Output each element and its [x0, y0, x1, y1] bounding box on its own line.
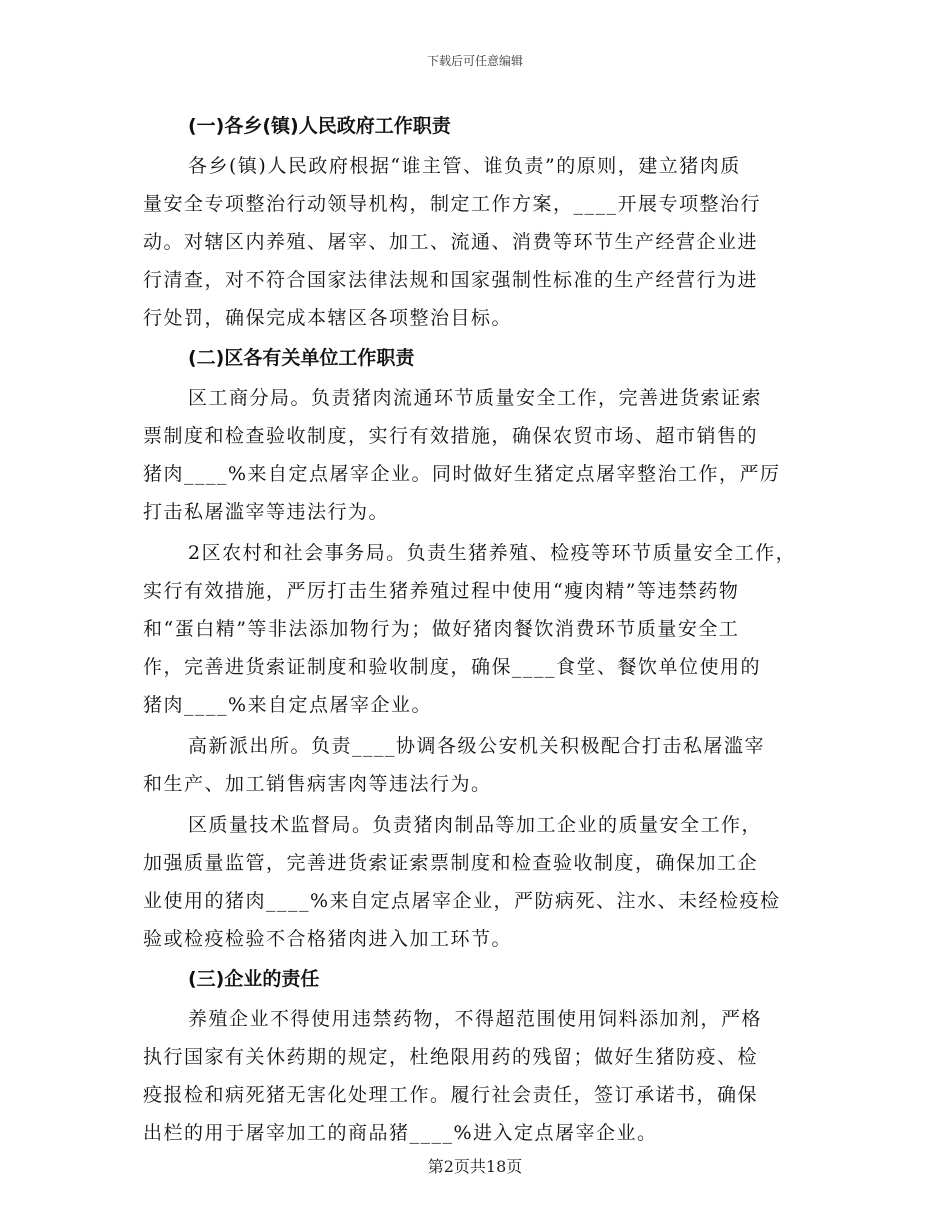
paragraph-line: 疫报检和病死猪无害化处理工作。履行社会责任，签订承诺书，确保 [143, 1084, 759, 1106]
paragraph-line: 实行有效措施，严厉打击生猪养殖过程中使用“瘦肉精”等违禁药物 [143, 580, 740, 602]
paragraph-line: 动。对辖区内养殖、屠宰、加工、流通、消费等环节生产经营企业进 [143, 231, 759, 253]
section-heading: (二)区各有关单位工作职责 [188, 347, 415, 369]
paragraph-line: 业使用的猪肉____%来自定点屠宰企业，严防病死、注水、未经检疫检 [143, 890, 781, 912]
paragraph-line: 养殖企业不得使用违禁药物，不得超范围使用饲料添加剂，严格 [188, 1008, 763, 1030]
paragraph-line: 猪肉____%来自定点屠宰企业。 [143, 694, 433, 716]
paragraph-line: 和生产、加工销售病害肉等违法行为。 [143, 773, 492, 795]
paragraph-line: 行清查，对不符合国家法律法规和国家强制性标准的生产经营行为进 [143, 269, 759, 291]
paragraph-line: 高新派出所。负责____协调各级公安机关积极配合打击私屠滥宰 [188, 735, 766, 757]
paragraph-line: 和“蛋白精”等非法添加物行为；做好猪肉餐饮消费环节质量安全工 [143, 618, 740, 640]
page-number: 第2页共18页 [427, 1157, 523, 1176]
paragraph-line: 区工商分局。负责猪肉流通环节质量安全工作，完善进货索证索 [188, 387, 763, 409]
paragraph-line: 猪肉____%来自定点屠宰企业。同时做好生猪定点屠宰整治工作，严厉 [143, 463, 781, 485]
paragraph-line: 验或检疫检验不合格猪肉进入加工环节。 [143, 928, 513, 950]
paragraph-line: 量安全专项整治行动领导机构，制定工作方案，____开展专项整治行 [143, 193, 762, 215]
document-body [143, 105, 833, 1152]
paragraph-line: 票制度和检查验收制度，实行有效措施，确保农贸市场、超市销售的 [143, 425, 759, 447]
paragraph-line: 加强质量监管，完善进货索证索票制度和检查验收制度，确保加工企 [143, 852, 759, 874]
paragraph-line: 打击私屠滥宰等违法行为。 [143, 501, 390, 523]
page-header-note: 下载后可任意编辑 [426, 54, 523, 68]
paragraph-line: 行处罚，确保完成本辖区各项整治目标。 [143, 307, 513, 329]
paragraph-line: 各乡(镇)人民政府根据“谁主管、谁负责”的原则，建立猪肉质 [188, 155, 741, 177]
paragraph-line: 出栏的用于屠宰加工的商品猪____%进入定点屠宰企业。 [143, 1122, 658, 1144]
paragraph-line: 作，完善进货索证制度和验收制度，确保____食堂、餐饮单位使用的 [143, 656, 762, 678]
paragraph-line: 区质量技术监督局。负责猪肉制品等加工企业的质量安全工作， [188, 814, 763, 836]
paragraph-line: 执行国家有关休药期的规定，杜绝限用药的残留；做好生猪防疫、检 [143, 1046, 759, 1068]
paragraph-line: 2区农村和社会事务局。负责生猪养殖、检疫等环节质量安全工作， [188, 542, 797, 564]
section-heading: (一)各乡(镇)人民政府工作职责 [188, 115, 451, 137]
section-heading: (三)企业的责任 [188, 968, 320, 990]
